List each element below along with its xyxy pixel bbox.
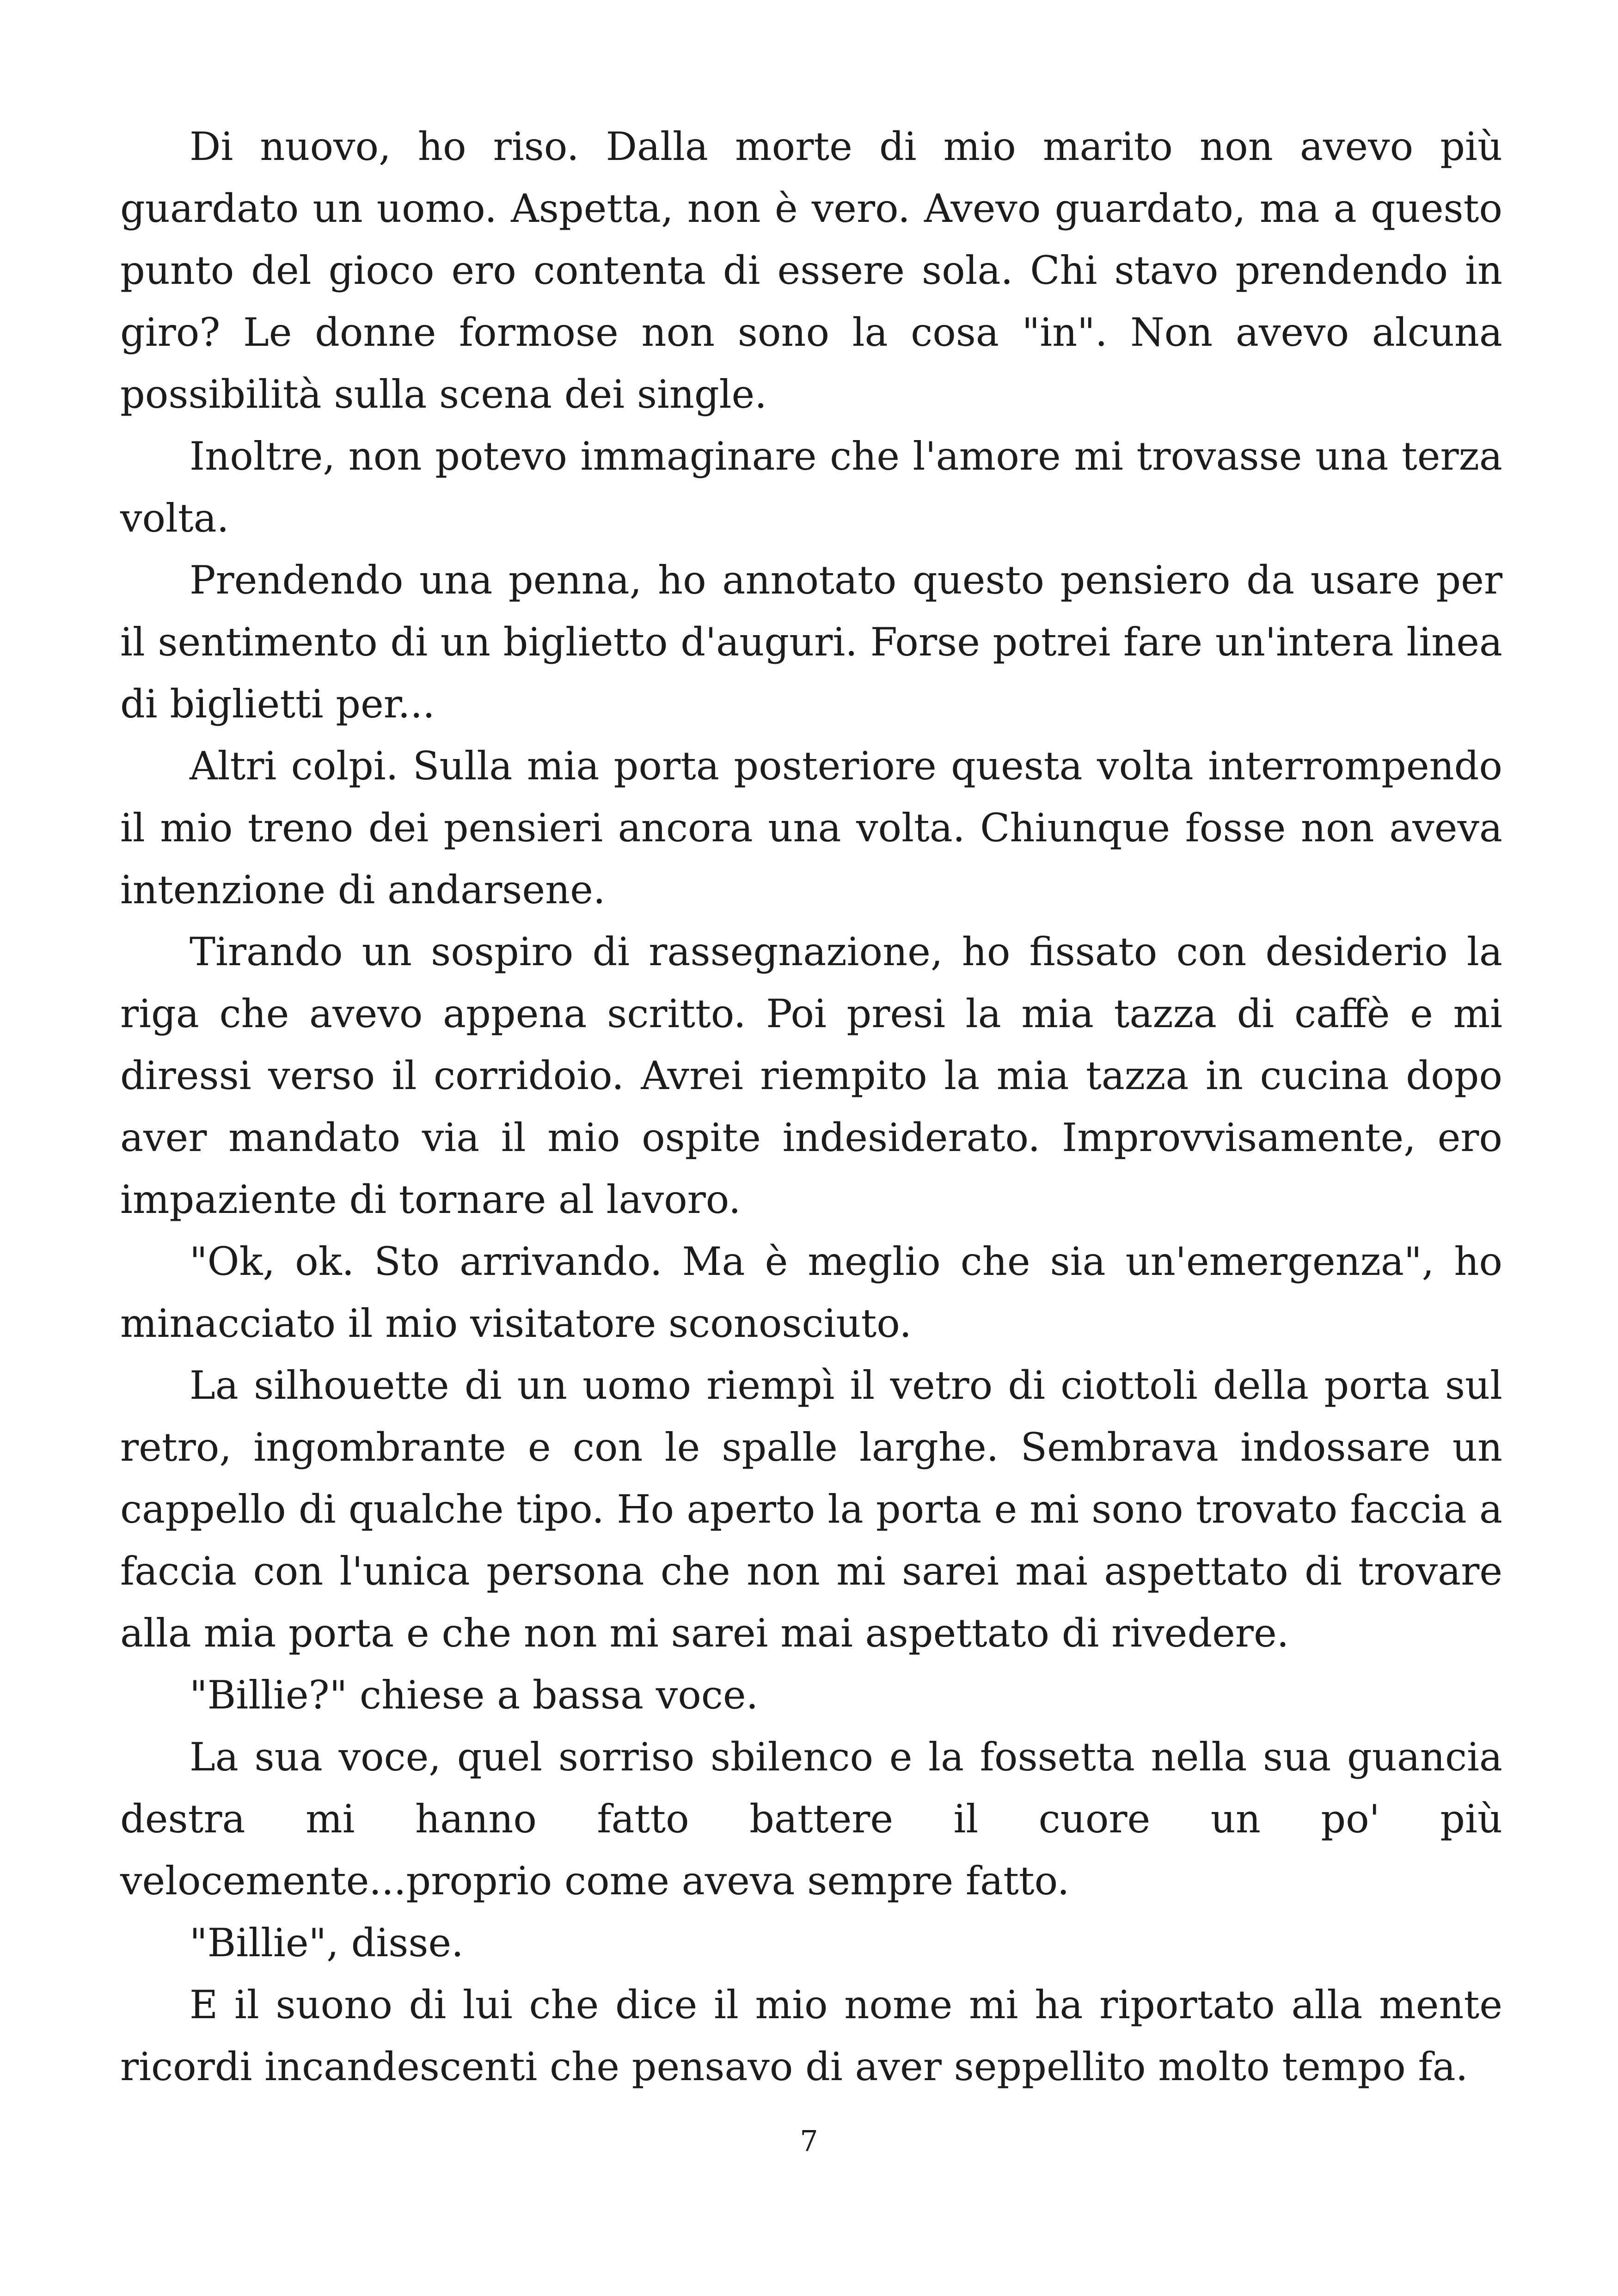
paragraph: Tirando un sospiro di rassegnazione, ho fissato con desiderio la riga che avevo appena scritto. Poi presi la mia tazza di caffè e mi diressi verso il corridoio. Avrei riempito la mia tazza in cucina dopo aver mandato via il mio ospite indesiderato. Improvvisamente, ero impaziente di tornare al lavoro. xyxy=(120,929,1502,1222)
paragraph: E il suono di lui che dice il mio nome mi ha riportato alla mente ricordi incandescenti che pensavo di aver seppellito molto tempo fa. xyxy=(120,1982,1502,2089)
page-body xyxy=(120,116,1502,2098)
paragraph: La silhouette di un uomo riempì il vetro di ciottoli della porta sul retro, ingombrante e con le spalle larghe. Sembrava indossare un cappello di qualche tipo. Ho aperto la porta e mi sono trovato faccia a faccia con l'unica persona che non mi sarei mai aspettato di trovare alla mia porta e che non mi sarei mai aspettato di rivedere. xyxy=(120,1363,1502,1656)
paragraph: Inoltre, non potevo immaginare che l'amore mi trovasse una terza volta. xyxy=(120,434,1502,541)
paragraph: Di nuovo, ho riso. Dalla morte di mio marito non avevo più guardato un uomo. Aspetta, non è vero. Avevo guardato, ma a questo punto del gioco ero contenta di essere sola. Chi stavo prendendo in giro? Le donne formose non sono la cosa "in". Non avevo alcuna possibilità sulla scena dei single. xyxy=(120,124,1502,417)
page-number: 7 xyxy=(800,2124,818,2158)
paragraph: La sua voce, quel sorriso sbilenco e la fossetta nella sua guancia destra mi hanno fatto battere il cuore un po' più velocemente...proprio come aveva sempre fatto. xyxy=(120,1734,1502,1904)
paragraph: Prendendo una penna, ho annotato questo pensiero da usare per il sentimento di un biglietto d'auguri. Forse potrei fare un'intera linea di biglietti per... xyxy=(120,557,1502,727)
paragraph: "Ok, ok. Sto arrivando. Ma è meglio che sia un'emergenza", ho minacciato il mio visitatore sconosciuto. xyxy=(120,1239,1502,1346)
paragraph: Altri colpi. Sulla mia porta posteriore questa volta interrompendo il mio treno dei pensieri ancora una volta. Chiunque fosse non aveva intenzione di andarsene. xyxy=(120,743,1502,912)
paragraph: "Billie?" chiese a bassa voce. xyxy=(190,1672,759,1718)
paragraph: "Billie", disse. xyxy=(190,1920,464,1965)
